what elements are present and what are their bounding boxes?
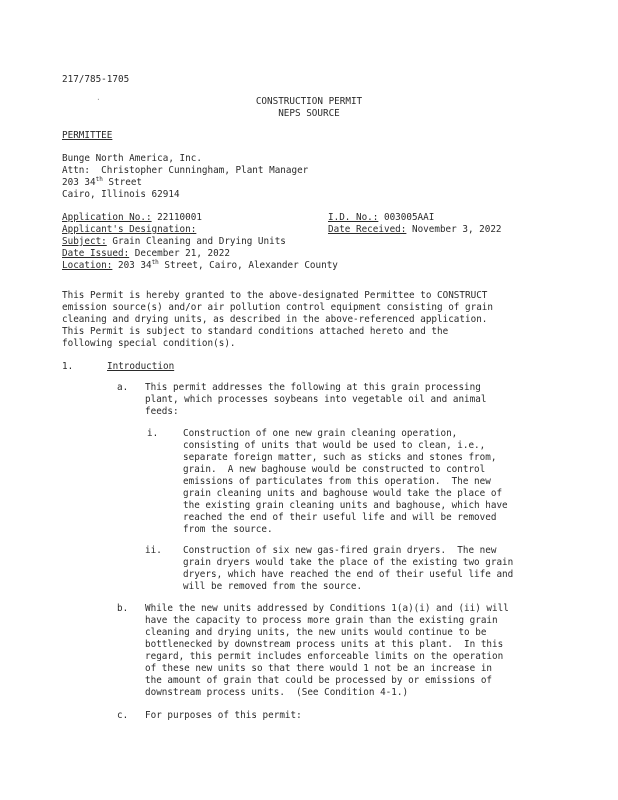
item-b-line: cleaning and drying units, the new units would continue to be xyxy=(145,627,487,638)
item-a-ii-line: Construction of six new gas-fired grain dryers. The new xyxy=(183,545,497,556)
item-a-i-line: emissions of particulates from this operation. The new xyxy=(183,476,491,487)
item-a-i-line: grain cleaning units and baghouse would take the place of xyxy=(183,488,503,499)
item-a-i-line: consisting of units that would be used to clean, i.e., xyxy=(183,440,486,451)
location-street-number: 203 34 xyxy=(112,260,152,271)
applicant-designation-label: Applicant's Designation: xyxy=(62,224,197,235)
item-b-line: While the new units addressed by Conditions 1(a)(i) and (ii) will xyxy=(145,603,509,614)
item-a-line: This permit addresses the following at this grain processing xyxy=(145,382,481,393)
item-a-i-line: separate foreign matter, such as sticks and stones from, xyxy=(183,452,497,463)
item-a-ii-line: will be removed from the source. xyxy=(183,581,363,592)
item-b-line: the amount of grain that could be processed by or emissions of xyxy=(145,675,493,686)
permittee-attn: Attn: Christopher Cunningham, Plant Manager xyxy=(62,165,309,176)
item-a-ii-label: ii. xyxy=(145,545,162,556)
item-a-label: a. xyxy=(117,382,129,393)
section-title: Introduction xyxy=(107,361,175,372)
item-a-line: plant, which processes soybeans into vegetable oil and animal xyxy=(145,394,487,405)
intro-line: emission source(s) and/or air pollution control equipment consisting of grain xyxy=(62,302,493,313)
intro-line: following special condition(s). xyxy=(62,338,236,349)
location xyxy=(62,260,338,272)
location-rest: Street, Cairo, Alexander County xyxy=(158,260,338,271)
street-ordinal: th xyxy=(95,175,103,183)
item-a-i-line: Construction of one new grain cleaning operation, xyxy=(183,428,458,439)
date-issued xyxy=(62,248,230,260)
item-b-label: b. xyxy=(117,603,129,614)
id-number-label: I.D. No.: xyxy=(328,212,379,223)
date-received-label: Date Received: xyxy=(328,224,407,235)
intro-line: This Permit is hereby granted to the above-designated Permittee to CONSTRUCT xyxy=(62,290,488,301)
section-number: 1. xyxy=(62,361,74,372)
application-number-label: Application No.: xyxy=(62,212,152,223)
permittee-company: Bunge North America, Inc. xyxy=(62,153,202,164)
permittee-heading: PERMITTEE xyxy=(62,130,113,141)
intro-line: This Permit is subject to standard conditions attached hereto and the xyxy=(62,326,449,337)
item-a-line: feeds: xyxy=(145,406,179,417)
phone-number: 217/785-1705 xyxy=(62,74,130,85)
scan-speck: · xyxy=(96,95,101,104)
street-number: 203 34 xyxy=(62,177,96,188)
item-b-line: have the capacity to process more grain than the existing grain xyxy=(145,615,498,626)
permittee-street xyxy=(62,177,142,189)
date-issued-label: Date Issued: xyxy=(62,248,130,259)
intro-line: cleaning and drying units, as described in the above-referenced application. xyxy=(62,314,488,325)
permit-subtitle: NEPS SOURCE xyxy=(278,108,340,119)
item-a-ii-line: grain dryers would take the place of the existing two grain xyxy=(183,557,514,568)
id-number xyxy=(328,212,434,224)
location-ordinal: th xyxy=(151,258,159,266)
item-b-line: downstream process units. (See Condition 4-1.) xyxy=(145,687,409,698)
item-b-line: bottlenecked by downstream process units at this plant. In this xyxy=(145,639,504,650)
date-received xyxy=(328,224,502,236)
item-a-i-label: i. xyxy=(147,428,159,439)
street-name: Street xyxy=(102,177,143,188)
item-a-i-line: the existing grain cleaning units and baghouse, which have xyxy=(183,500,508,511)
subject-label: Subject: xyxy=(62,236,107,247)
date-received-value: November 3, 2022 xyxy=(406,224,502,235)
item-c-text: For purposes of this permit: xyxy=(145,710,302,721)
permit-title: CONSTRUCTION PERMIT xyxy=(255,96,363,107)
permittee-city: Cairo, Illinois 62914 xyxy=(62,189,180,200)
date-issued-value: December 21, 2022 xyxy=(129,248,230,259)
item-a-i-line: reached the end of their useful life and will be removed xyxy=(183,512,497,523)
item-b-line: regard, this permit includes enforceable limits on the operation xyxy=(145,651,504,662)
id-number-value: 003005AAI xyxy=(378,212,435,223)
application-number xyxy=(62,212,202,224)
application-number-value: 22110001 xyxy=(151,212,202,223)
location-label: Location: xyxy=(62,260,113,271)
item-a-i-line: from the source. xyxy=(183,524,273,535)
item-a-i-line: grain. A new baghouse would be constructed to control xyxy=(183,464,486,475)
item-b-line: of these new units so that there would 1 not be an increase in xyxy=(145,663,493,674)
subject-value: Grain Cleaning and Drying Units xyxy=(106,236,286,247)
item-c-label: c. xyxy=(117,710,129,721)
subject xyxy=(62,236,286,248)
item-a-ii-line: dryers, which have reached the end of their useful life and xyxy=(183,569,514,580)
